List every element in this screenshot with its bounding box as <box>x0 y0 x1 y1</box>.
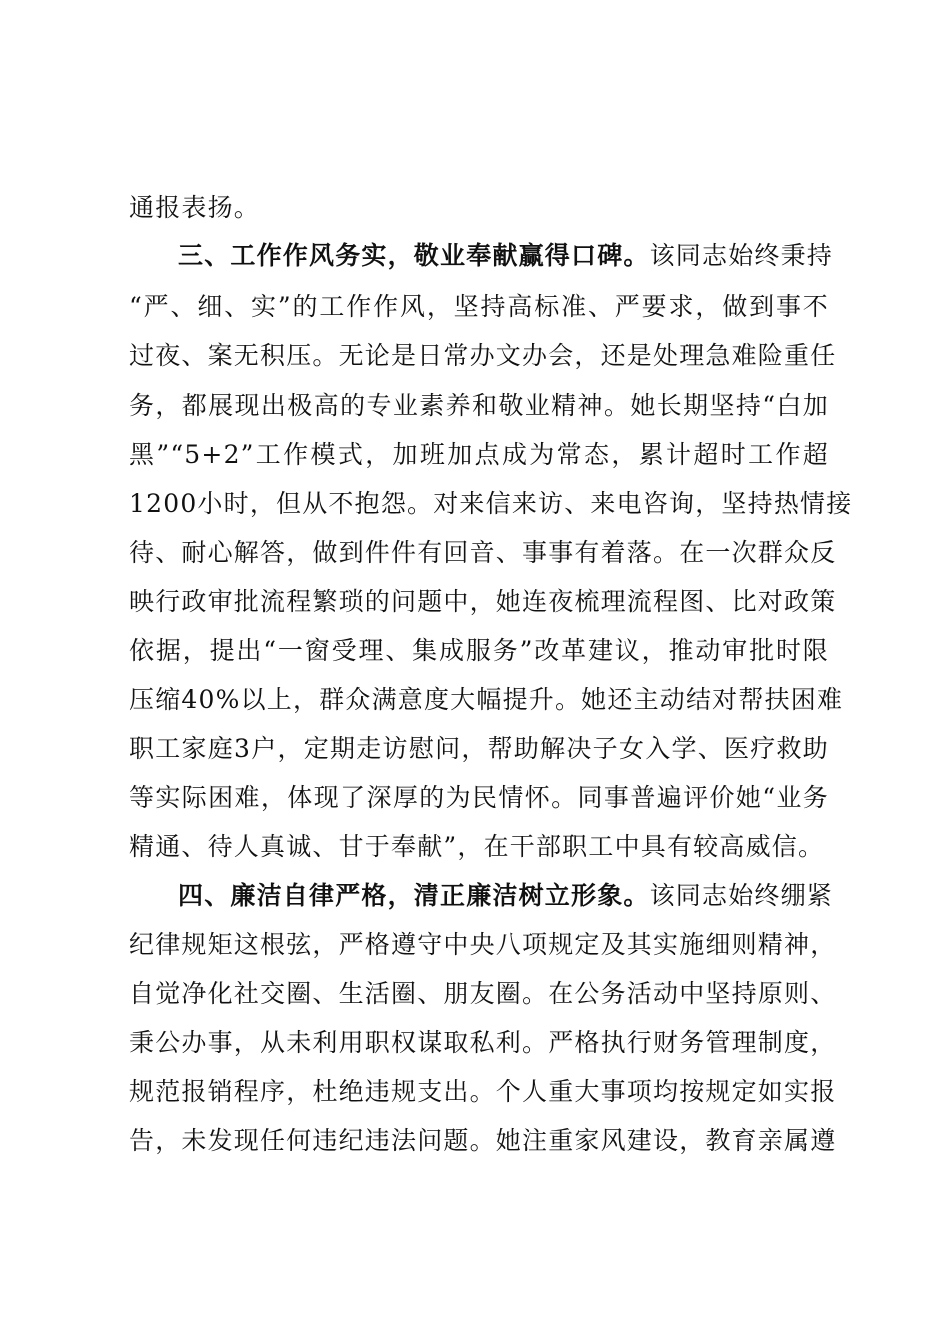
paragraph-line: 精通、待人真诚、甘于奉献”，在干部职工中具有较高威信。 <box>129 832 825 861</box>
paragraph-line: 黑”“5+2”工作模式，加班加点成为常态，累计超时工作超 <box>129 440 829 469</box>
paragraph-text: 该同志始终秉持 <box>649 241 834 270</box>
paragraph-line: 务，都展现出极高的专业素养和敬业精神。她长期坚持“白加 <box>129 391 829 420</box>
paragraph-line: 自觉净化社交圈、生活圈、朋友圈。在公务活动中坚持原则、 <box>129 979 837 1008</box>
paragraph-line: 纪律规矩这根弦，严格遵守中央八项规定及其实施细则精神， <box>129 930 837 959</box>
section-three-heading: 三、工作作风务实，敬业奉献赢得口碑。 <box>178 241 650 270</box>
paragraph-line: 压缩40%以上，群众满意度大幅提升。她还主动结对帮扶困难 <box>129 685 844 714</box>
paragraph-line: 告，未发现任何违纪违法问题。她注重家风建设，教育亲属遵 <box>129 1126 837 1155</box>
paragraph-line: 待、耐心解答，做到件件有回音、事事有着落。在一次群众反 <box>129 538 837 567</box>
section-four-first-line <box>178 876 834 916</box>
paragraph-line: 依据，提出“一窗受理、集成服务”改革建议，推动审批时限 <box>129 636 829 665</box>
paragraph-line: 规范报销程序，杜绝违规支出。个人重大事项均按规定如实报 <box>129 1077 837 1106</box>
paragraph-line: 映行政审批流程繁琐的问题中，她连夜梳理流程图、比对政策 <box>129 587 837 616</box>
paragraph-text: 该同志始终绷紧 <box>649 881 834 910</box>
paragraph-line: 等实际困难，体现了深厚的为民情怀。同事普遍评价她“业务 <box>129 783 829 812</box>
paragraph-line: 职工家庭3户，定期走访慰问，帮助解决子女入学、医疗救助 <box>129 734 829 763</box>
section-four-heading: 四、廉洁自律严格，清正廉洁树立形象。 <box>178 881 650 910</box>
paragraph-line: 通报表扬。 <box>129 193 261 222</box>
section-three-first-line <box>178 236 834 276</box>
paragraph-line: 1200小时，但从不抱怨。对来信来访、来电咨询，坚持热情接 <box>129 489 853 518</box>
paragraph-line: 过夜、案无积压。无论是日常办文办会，还是处理急难险重任 <box>129 341 837 370</box>
paragraph-line: “严、细、实”的工作作风，坚持高标准、严要求，做到事不 <box>129 292 829 321</box>
paragraph-line: 秉公办事，从未利用职权谋取私利。严格执行财务管理制度， <box>129 1028 837 1057</box>
